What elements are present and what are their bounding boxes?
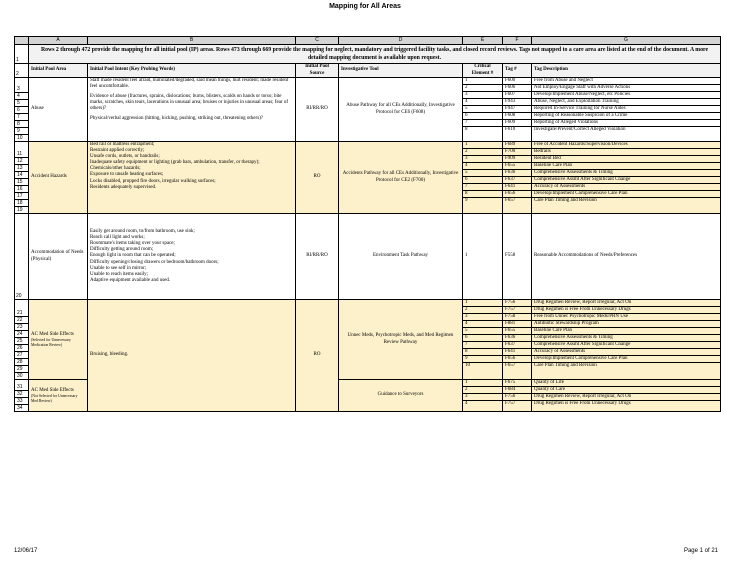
critical-element[interactable]: 1: [463, 300, 502, 307]
tag-description[interactable]: Investigate/Prevent/Correct Alleged Violation: [534, 127, 626, 132]
column-letter-row: [15, 37, 721, 45]
row-number[interactable]: 14: [15, 172, 28, 179]
initial-pool-area[interactable]: Accident Hazards: [29, 142, 88, 214]
column-letter[interactable]: D: [339, 37, 463, 45]
critical-element[interactable]: 8: [465, 127, 468, 132]
critical-element[interactable]: 4: [463, 321, 502, 328]
investigative-tool[interactable]: Accidents Pathway for all CEs Additionally, Investigative Protocol for CE2 (F700): [339, 142, 463, 214]
tag-number[interactable]: F600: [503, 78, 531, 85]
tag-number[interactable]: F558: [503, 214, 532, 300]
section-abuse: [15, 78, 721, 142]
critical-element[interactable]: 5: [463, 170, 502, 177]
tag-description[interactable]: Develop/Implement Comprehensive Care Plan: [532, 356, 720, 363]
investigative-tool[interactable]: Environment Task Pathway: [339, 214, 463, 300]
critical-element[interactable]: 8: [463, 349, 502, 356]
column-letter[interactable]: A: [29, 37, 88, 45]
tag-number[interactable]: F881: [503, 321, 531, 328]
initial-pool-area[interactable]: [29, 380, 88, 412]
row-number[interactable]: 11: [15, 151, 28, 158]
footer-page-number: Page 1 of 21: [683, 548, 718, 554]
row-number[interactable]: 5: [15, 100, 28, 107]
tag-number[interactable]: F756: [503, 394, 531, 401]
critical-element[interactable]: 3: [463, 92, 502, 99]
header-critical-element: Critical Element #: [463, 64, 503, 78]
tag-description[interactable]: Baseline Care Plan: [532, 163, 720, 170]
critical-element[interactable]: 3: [463, 156, 502, 163]
tag-description[interactable]: Comprehensive Assmt After Significant Change: [532, 342, 720, 349]
intent-line: Difficulty getting around room;: [90, 247, 154, 253]
critical-element[interactable]: 2: [463, 387, 502, 394]
tag-description[interactable]: Baseline Care Plan: [532, 328, 720, 335]
row-number[interactable]: 23: [15, 324, 28, 331]
initial-pool-source[interactable]: RO: [296, 300, 339, 412]
column-letter[interactable]: F: [503, 37, 532, 45]
row-number[interactable]: 28: [15, 359, 28, 366]
row-number[interactable]: 4: [15, 93, 28, 100]
critical-element[interactable]: 10: [465, 363, 470, 368]
tag-number[interactable]: F608: [503, 113, 531, 120]
tag-number[interactable]: F700: [503, 149, 531, 156]
row-number[interactable]: 9: [15, 128, 28, 135]
tag-description[interactable]: Care Plan Timing and Revision: [534, 198, 597, 203]
tag-description[interactable]: Bedrails: [532, 149, 720, 156]
critical-element[interactable]: 6: [463, 177, 502, 184]
tag-description[interactable]: Quality of Life: [532, 380, 720, 387]
header-initial-pool-source: Initial Pool Source: [296, 64, 339, 78]
tag-description[interactable]: Develop/Implement Abuse/Neglect, etc Policies: [532, 92, 720, 99]
initial-pool-intent[interactable]: [88, 78, 296, 142]
critical-element[interactable]: 4: [465, 401, 468, 406]
critical-element[interactable]: 7: [463, 184, 502, 191]
initial-pool-source[interactable]: RI/RR/RO: [296, 78, 339, 142]
mapping-table: [14, 36, 721, 412]
tag-number[interactable]: F756: [503, 300, 531, 307]
tag-description[interactable]: Develop/Implement Comprehensive Care Plan: [532, 191, 720, 198]
row-number[interactable]: 7: [15, 114, 28, 121]
tag-description[interactable]: Not Employ/Engage Staff with Adverse Actions: [532, 85, 720, 92]
intent-line: Exposure to unsafe heating surfaces;: [90, 172, 164, 178]
intent-line: Bed rail or mattress entrapment;: [90, 142, 155, 147]
tag-description[interactable]: Drug Regimen is Free From Unnecessary Drugs: [532, 307, 720, 314]
tag-number[interactable]: F656: [503, 191, 531, 198]
row-number[interactable]: 22: [15, 317, 28, 324]
tag-description[interactable]: Reporting of Alleged Violations: [532, 120, 720, 127]
tag-description[interactable]: Reasonable Accommodations of Needs/Preferences: [532, 214, 721, 300]
tag-description[interactable]: Care Plan Timing and Revision: [534, 363, 597, 368]
tag-number[interactable]: F675: [503, 380, 531, 387]
tag-number[interactable]: F947: [503, 106, 531, 113]
tag-description[interactable]: Accuracy of Assessments: [532, 184, 720, 191]
tag-number[interactable]: F609: [503, 120, 531, 127]
section-accommodation-of-needs: [15, 214, 721, 300]
critical-element[interactable]: 9: [463, 356, 502, 363]
tag-number[interactable]: F641: [503, 184, 531, 191]
column-letter[interactable]: E: [463, 37, 503, 45]
tag-number[interactable]: F757: [505, 401, 516, 406]
tag-number[interactable]: F610: [505, 127, 516, 132]
row-number[interactable]: 26: [15, 345, 28, 352]
intent-line: Adaptive equipment available and used.: [90, 277, 171, 283]
initial-pool-area[interactable]: [29, 300, 88, 380]
row-number[interactable]: 18: [15, 200, 28, 207]
row-number[interactable]: 21: [15, 310, 28, 317]
tag-description[interactable]: Abuse, Neglect, and Exploitation Training: [532, 99, 720, 106]
row-number[interactable]: 24: [15, 331, 28, 338]
intent-line: Staff made resident feel afraid, humiliated/degraded, said mean things, hurt resident; made resident feel uncomfortable.: [90, 78, 289, 90]
intent-line: Restraint applied correctly;: [90, 148, 145, 154]
investigative-tool[interactable]: Abuse Pathway for all CEs Additionally, Investigative Protocol for CE6 (F608): [339, 78, 463, 142]
column-letter[interactable]: G: [532, 37, 721, 45]
tag-description[interactable]: Resident Bed: [532, 156, 720, 163]
critical-element[interactable]: 5: [463, 106, 502, 113]
row-number[interactable]: 17: [15, 193, 28, 200]
tag-description[interactable]: Required In-Service Training for Nurse Aides: [532, 106, 720, 113]
tag-description[interactable]: Accuracy of Assessments: [532, 349, 720, 356]
row-number[interactable]: 1: [15, 45, 29, 64]
tag-description[interactable]: Drug Regimen Review, Report Irregular, Act On: [532, 394, 720, 401]
critical-element[interactable]: 1: [463, 142, 502, 149]
tag-description[interactable]: Drug Regimen is Free From Unnecessary Drugs: [534, 401, 631, 406]
initial-pool-area[interactable]: Accommodation of Needs (Physical): [29, 214, 88, 300]
intent-line: Enough light in room that can be operated;: [90, 253, 176, 259]
critical-element[interactable]: 8: [463, 191, 502, 198]
row-number[interactable]: 12: [15, 158, 28, 165]
critical-element[interactable]: 4: [463, 163, 502, 170]
critical-element[interactable]: 1: [463, 214, 503, 300]
tag-description[interactable]: Antibiotic Stewardship Program: [532, 321, 720, 328]
intent-line: Difficulty opening/closing drawers or bedroom/bathroom doors;: [90, 259, 219, 265]
tag-number[interactable]: F637: [503, 342, 531, 349]
area-name: AC Med Side Effects: [31, 387, 74, 393]
investigative-tool[interactable]: Guidance to Surveyors: [339, 380, 463, 412]
header-tag: Tag #: [503, 64, 532, 78]
area-note: (Not Selected for Unnecessary Med Review): [31, 394, 78, 403]
tag-number[interactable]: F909: [503, 156, 531, 163]
tag-number[interactable]: F606: [503, 85, 531, 92]
row-number[interactable]: 3: [15, 86, 28, 93]
intent-line: Evidence of abuse (fractures, sprains, dislocations; burns, blisters, scalds on hands or torso; bite marks, scratches, skin tears, lacerations in unusual area; bruises or injuries in unusual areas; fear of others)?: [90, 94, 288, 112]
tag-number[interactable]: F758: [503, 314, 531, 321]
critical-element[interactable]: 9: [465, 198, 468, 203]
area-note: (Selected for Unnecessary Medication Review): [31, 338, 71, 347]
tag-description[interactable]: Free of Accident Hazards/Supervision/Devices: [532, 142, 720, 149]
critical-element[interactable]: 7: [463, 120, 502, 127]
initial-pool-intent[interactable]: Bruising, bleeding.: [88, 300, 296, 412]
intent-line: Unable to reach items easily;: [90, 271, 149, 277]
tag-number[interactable]: F607: [503, 92, 531, 99]
row-number[interactable]: 33: [15, 398, 28, 405]
intent-line: Easily get around room, to/from bathroom, use sink;: [90, 229, 195, 235]
tag-description[interactable]: Reporting of Reasonable Suspicion of a Crime: [532, 113, 720, 120]
section-accident-hazards: [15, 142, 721, 214]
intent-line: Residents adequately supervised.: [90, 184, 157, 190]
tag-number[interactable]: F636: [503, 335, 531, 342]
tag-description[interactable]: Free from Abuse and Neglect: [532, 78, 720, 85]
section-med-side-effects-selected: [15, 300, 721, 380]
critical-element[interactable]: 1: [463, 380, 502, 387]
initial-pool-source[interactable]: RI/RR/RO: [296, 214, 339, 300]
initial-pool-area[interactable]: Abuse: [29, 78, 88, 142]
row-number[interactable]: 16: [15, 186, 28, 193]
investigative-tool[interactable]: Unnec Meds, Psychotropic Meds, and Med Regimen Review Pathway: [339, 300, 463, 380]
row-number[interactable]: 13: [15, 165, 28, 172]
tag-description[interactable]: Comprehensive Assmt After Significant Change: [532, 177, 720, 184]
critical-element[interactable]: 4: [463, 99, 502, 106]
initial-pool-intent[interactable]: [88, 214, 296, 300]
row-number[interactable]: 20: [15, 214, 29, 300]
intent-line: Physical/verbal aggression (hitting, kicking, pushing, striking out, threatening others)?: [90, 116, 264, 122]
critical-element[interactable]: 7: [463, 342, 502, 349]
header-initial-pool-area: Initial Pool Area: [29, 64, 88, 78]
row-number[interactable]: 27: [15, 352, 28, 359]
tag-number[interactable]: F943: [503, 99, 531, 106]
intent-line: Locks disabled, propped fire doors, irregular walking surfaces;: [90, 178, 216, 184]
critical-element[interactable]: 2: [463, 307, 502, 314]
page-title: Mapping for All Areas: [329, 3, 401, 10]
intent-line: Unsafe cords, outlets, or handrails;: [90, 154, 160, 160]
tag-description[interactable]: Comprehensive Assessments & Timing: [532, 335, 720, 342]
tag-number[interactable]: F637: [503, 177, 531, 184]
row-number[interactable]: 19: [17, 207, 23, 213]
column-letter[interactable]: C: [296, 37, 339, 45]
row-number[interactable]: 31: [15, 384, 28, 391]
area-name: AC Med Side Effects: [31, 331, 74, 337]
row-number[interactable]: 10: [17, 135, 23, 141]
critical-element[interactable]: 3: [463, 394, 502, 401]
critical-element[interactable]: 1: [463, 78, 502, 85]
row-number[interactable]: 2: [15, 64, 29, 78]
tag-number[interactable]: F656: [503, 356, 531, 363]
row-number[interactable]: 8: [15, 121, 28, 128]
tag-description[interactable]: Drug Regimen Review, Report Irregular, Act On: [532, 300, 720, 307]
row-number[interactable]: 30: [17, 373, 23, 379]
column-letter[interactable]: B: [88, 37, 296, 45]
row-number[interactable]: 29: [15, 366, 28, 373]
header-initial-pool-intent: Initial Pool Intent (Key Probing Words): [88, 64, 296, 78]
intent-line: Inadequate safety equipment or lighting (grab bars, ambulation, transfer, or therapy);: [90, 160, 260, 166]
tag-number[interactable]: F689: [503, 142, 531, 149]
tag-number[interactable]: F655: [503, 328, 531, 335]
initial-pool-intent[interactable]: [88, 142, 296, 214]
tag-number[interactable]: F684: [503, 387, 531, 394]
row-number[interactable]: 25: [15, 338, 28, 345]
tag-number[interactable]: F657: [505, 198, 516, 203]
row-number[interactable]: 32: [15, 391, 28, 398]
tag-number[interactable]: F636: [503, 170, 531, 177]
tag-number[interactable]: F657: [505, 363, 516, 368]
tag-number[interactable]: F655: [503, 163, 531, 170]
intent-line: Unable to see self in mirror;: [90, 265, 147, 271]
footer-date: 12/06/17: [14, 548, 38, 554]
tag-description[interactable]: Comprehensive Assessments & Timing: [532, 170, 720, 177]
initial-pool-source[interactable]: RO: [296, 142, 339, 214]
tag-description[interactable]: Free from Unnec Psychotropic Meds/PRN Use: [532, 314, 720, 321]
tag-number[interactable]: F757: [503, 307, 531, 314]
intent-line: Reach call light and works;: [90, 235, 145, 241]
critical-element[interactable]: 6: [463, 113, 502, 120]
header-row: [15, 64, 721, 78]
header-investigative-tool: Investigative Tool: [339, 64, 463, 78]
critical-element[interactable]: 5: [463, 328, 502, 335]
intent-line: Chemicals/other hazards;: [90, 166, 141, 172]
banner-note: Rows 2 through 472 provide the mapping for all initial pool (IP) areas. Rows 473 through 669 provide the mapping for neglect, mandatory and triggered facility tasks, and closed record reviews. Tags not mapped to a care area are listed at the end of the document. A more detailed mapping document is available upon request.: [29, 45, 721, 64]
critical-element[interactable]: 6: [463, 335, 502, 342]
intent-line: Roommate's items taking over your space;: [90, 241, 175, 247]
critical-element[interactable]: 3: [463, 314, 502, 321]
tag-description[interactable]: Quality of Care: [532, 387, 720, 394]
row-number[interactable]: 34: [17, 405, 23, 411]
header-tag-description: Tag Description: [532, 64, 721, 78]
critical-element[interactable]: 2: [463, 149, 502, 156]
row-number[interactable]: 6: [15, 107, 28, 114]
row-number[interactable]: 15: [15, 179, 28, 186]
tag-number[interactable]: F641: [503, 349, 531, 356]
critical-element[interactable]: 2: [463, 85, 502, 92]
banner-row: [15, 45, 721, 64]
